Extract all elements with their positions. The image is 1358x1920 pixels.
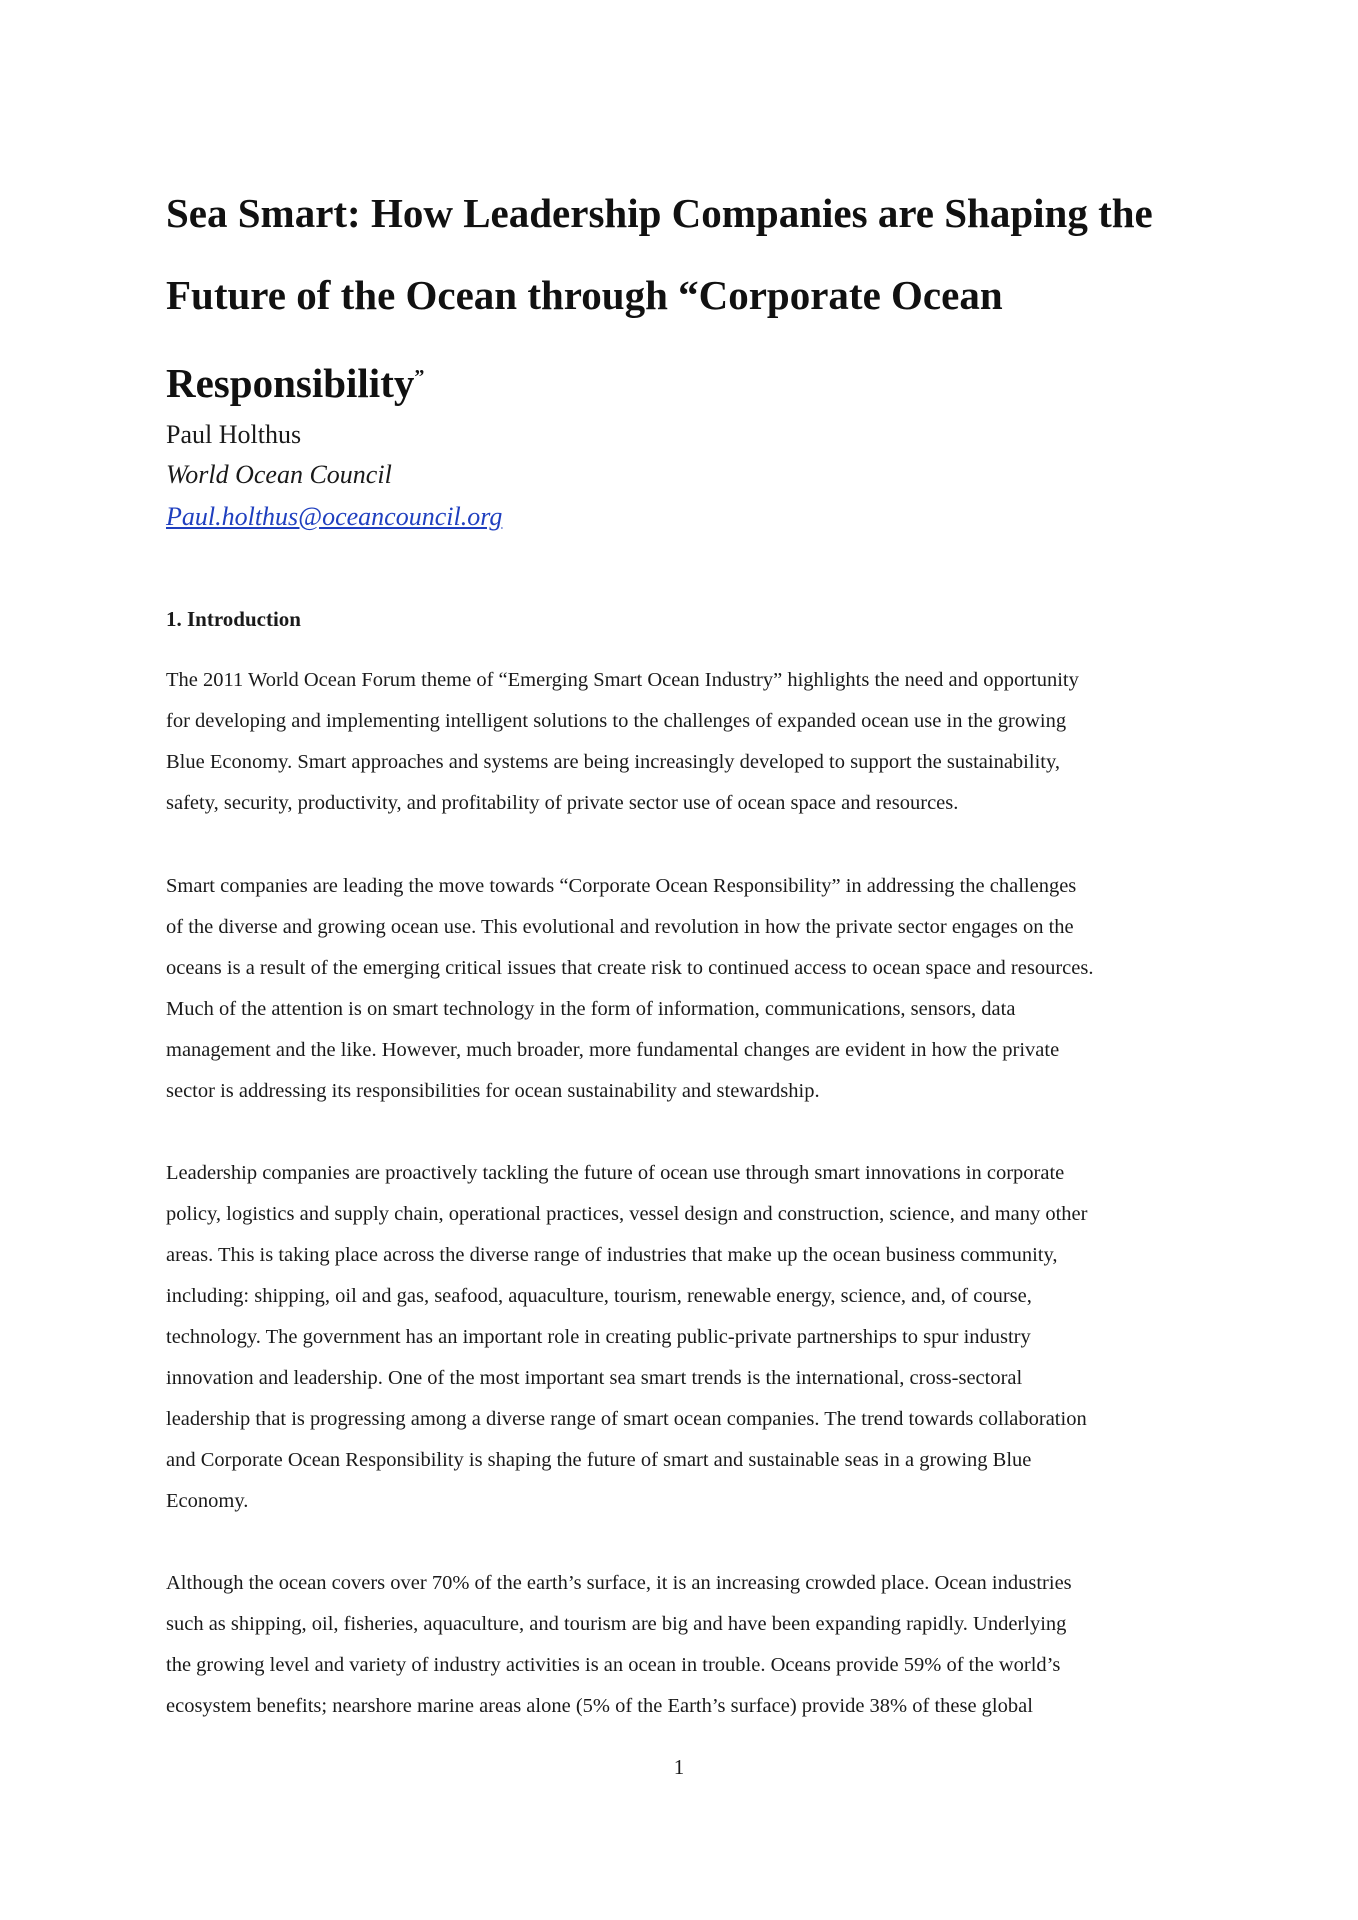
paragraph-line: technology. The government has an important role in creating public-private partnerships to spur industry (166, 1326, 1031, 1348)
paragraph-line: including: shipping, oil and gas, seafood, aquaculture, tourism, renewable energy, science, and, of course, (166, 1285, 1032, 1307)
page-number: 1 (673, 1755, 685, 1779)
author-name: Paul Holthus (166, 420, 302, 449)
paragraph-line: leadership that is progressing among a diverse range of smart ocean companies. The trend towards collaboration (166, 1408, 1087, 1430)
author-email-link[interactable]: Paul.holthus@oceancouncil.org (166, 502, 503, 531)
paragraph-line: ecosystem benefits; nearshore marine areas alone (5% of the Earth’s surface) provide 38% of these global (166, 1695, 1033, 1717)
paper-title-text: Sea Smart: How Leadership Companies are Shaping the Future of the Ocean through “Corporate Ocean Responsibility (166, 190, 1153, 406)
paragraph-line: areas. This is taking place across the diverse range of industries that make up the ocean business community, (166, 1244, 1058, 1266)
paragraph-line: management and the like. However, much broader, more fundamental changes are evident in how the private (166, 1039, 1060, 1061)
paragraph-1 (166, 660, 1226, 824)
paragraph-3 (166, 1153, 1226, 1522)
paragraph-line: Much of the attention is on smart technology in the form of information, communications, sensors, data (166, 998, 1016, 1020)
paragraph-2 (166, 866, 1226, 1112)
paragraph-line: the growing level and variety of industry activities is an ocean in trouble. Oceans provide 59% of the world’s (166, 1654, 1061, 1676)
author-affiliation: World Ocean Council (166, 460, 392, 489)
paragraph-line: sector is addressing its responsibilities for ocean sustainability and stewardship. (166, 1080, 820, 1102)
paragraph-line: of the diverse and growing ocean use. This evolutional and revolution in how the private sector engages on the (166, 916, 1074, 938)
paragraph-line: such as shipping, oil, fisheries, aquaculture, and tourism are big and have been expanding rapidly. Underlying (166, 1613, 1067, 1635)
paragraph-line: and Corporate Ocean Responsibility is shaping the future of smart and sustainable seas in a growing Blue (166, 1449, 1032, 1471)
paragraph-line: for developing and implementing intelligent solutions to the challenges of expanded ocean use in the growing (166, 710, 1067, 732)
paragraph-line: Blue Economy. Smart approaches and systems are being increasingly developed to support the sustainability, (166, 751, 1061, 773)
title-closing-quote: ” (414, 366, 425, 388)
paper-title (166, 172, 1226, 424)
paragraph-4 (166, 1563, 1226, 1727)
paragraph-line: policy, logistics and supply chain, operational practices, vessel design and construction, science, and many other (166, 1203, 1088, 1225)
paragraph-line: Leadership companies are proactively tackling the future of ocean use through smart innovations in corporate (166, 1162, 1065, 1184)
paragraph-line: Although the ocean covers over 70% of the earth’s surface, it is an increasing crowded place. Ocean industries (166, 1572, 1072, 1594)
section-heading-introduction: 1. Introduction (166, 607, 301, 631)
paragraph-line: innovation and leadership. One of the most important sea smart trends is the international, cross-sectoral (166, 1367, 1023, 1389)
paragraph-line: oceans is a result of the emerging critical issues that create risk to continued access to ocean space and resources. (166, 957, 1094, 979)
paragraph-line: Smart companies are leading the move towards “Corporate Ocean Responsibility” in addressing the challenges (166, 875, 1077, 897)
paragraph-line: safety, security, productivity, and profitability of private sector use of ocean space and resources. (166, 792, 959, 814)
paragraph-line: The 2011 World Ocean Forum theme of “Emerging Smart Ocean Industry” highlights the need and opportunity (166, 669, 1079, 691)
paragraph-line: Economy. (166, 1490, 249, 1512)
